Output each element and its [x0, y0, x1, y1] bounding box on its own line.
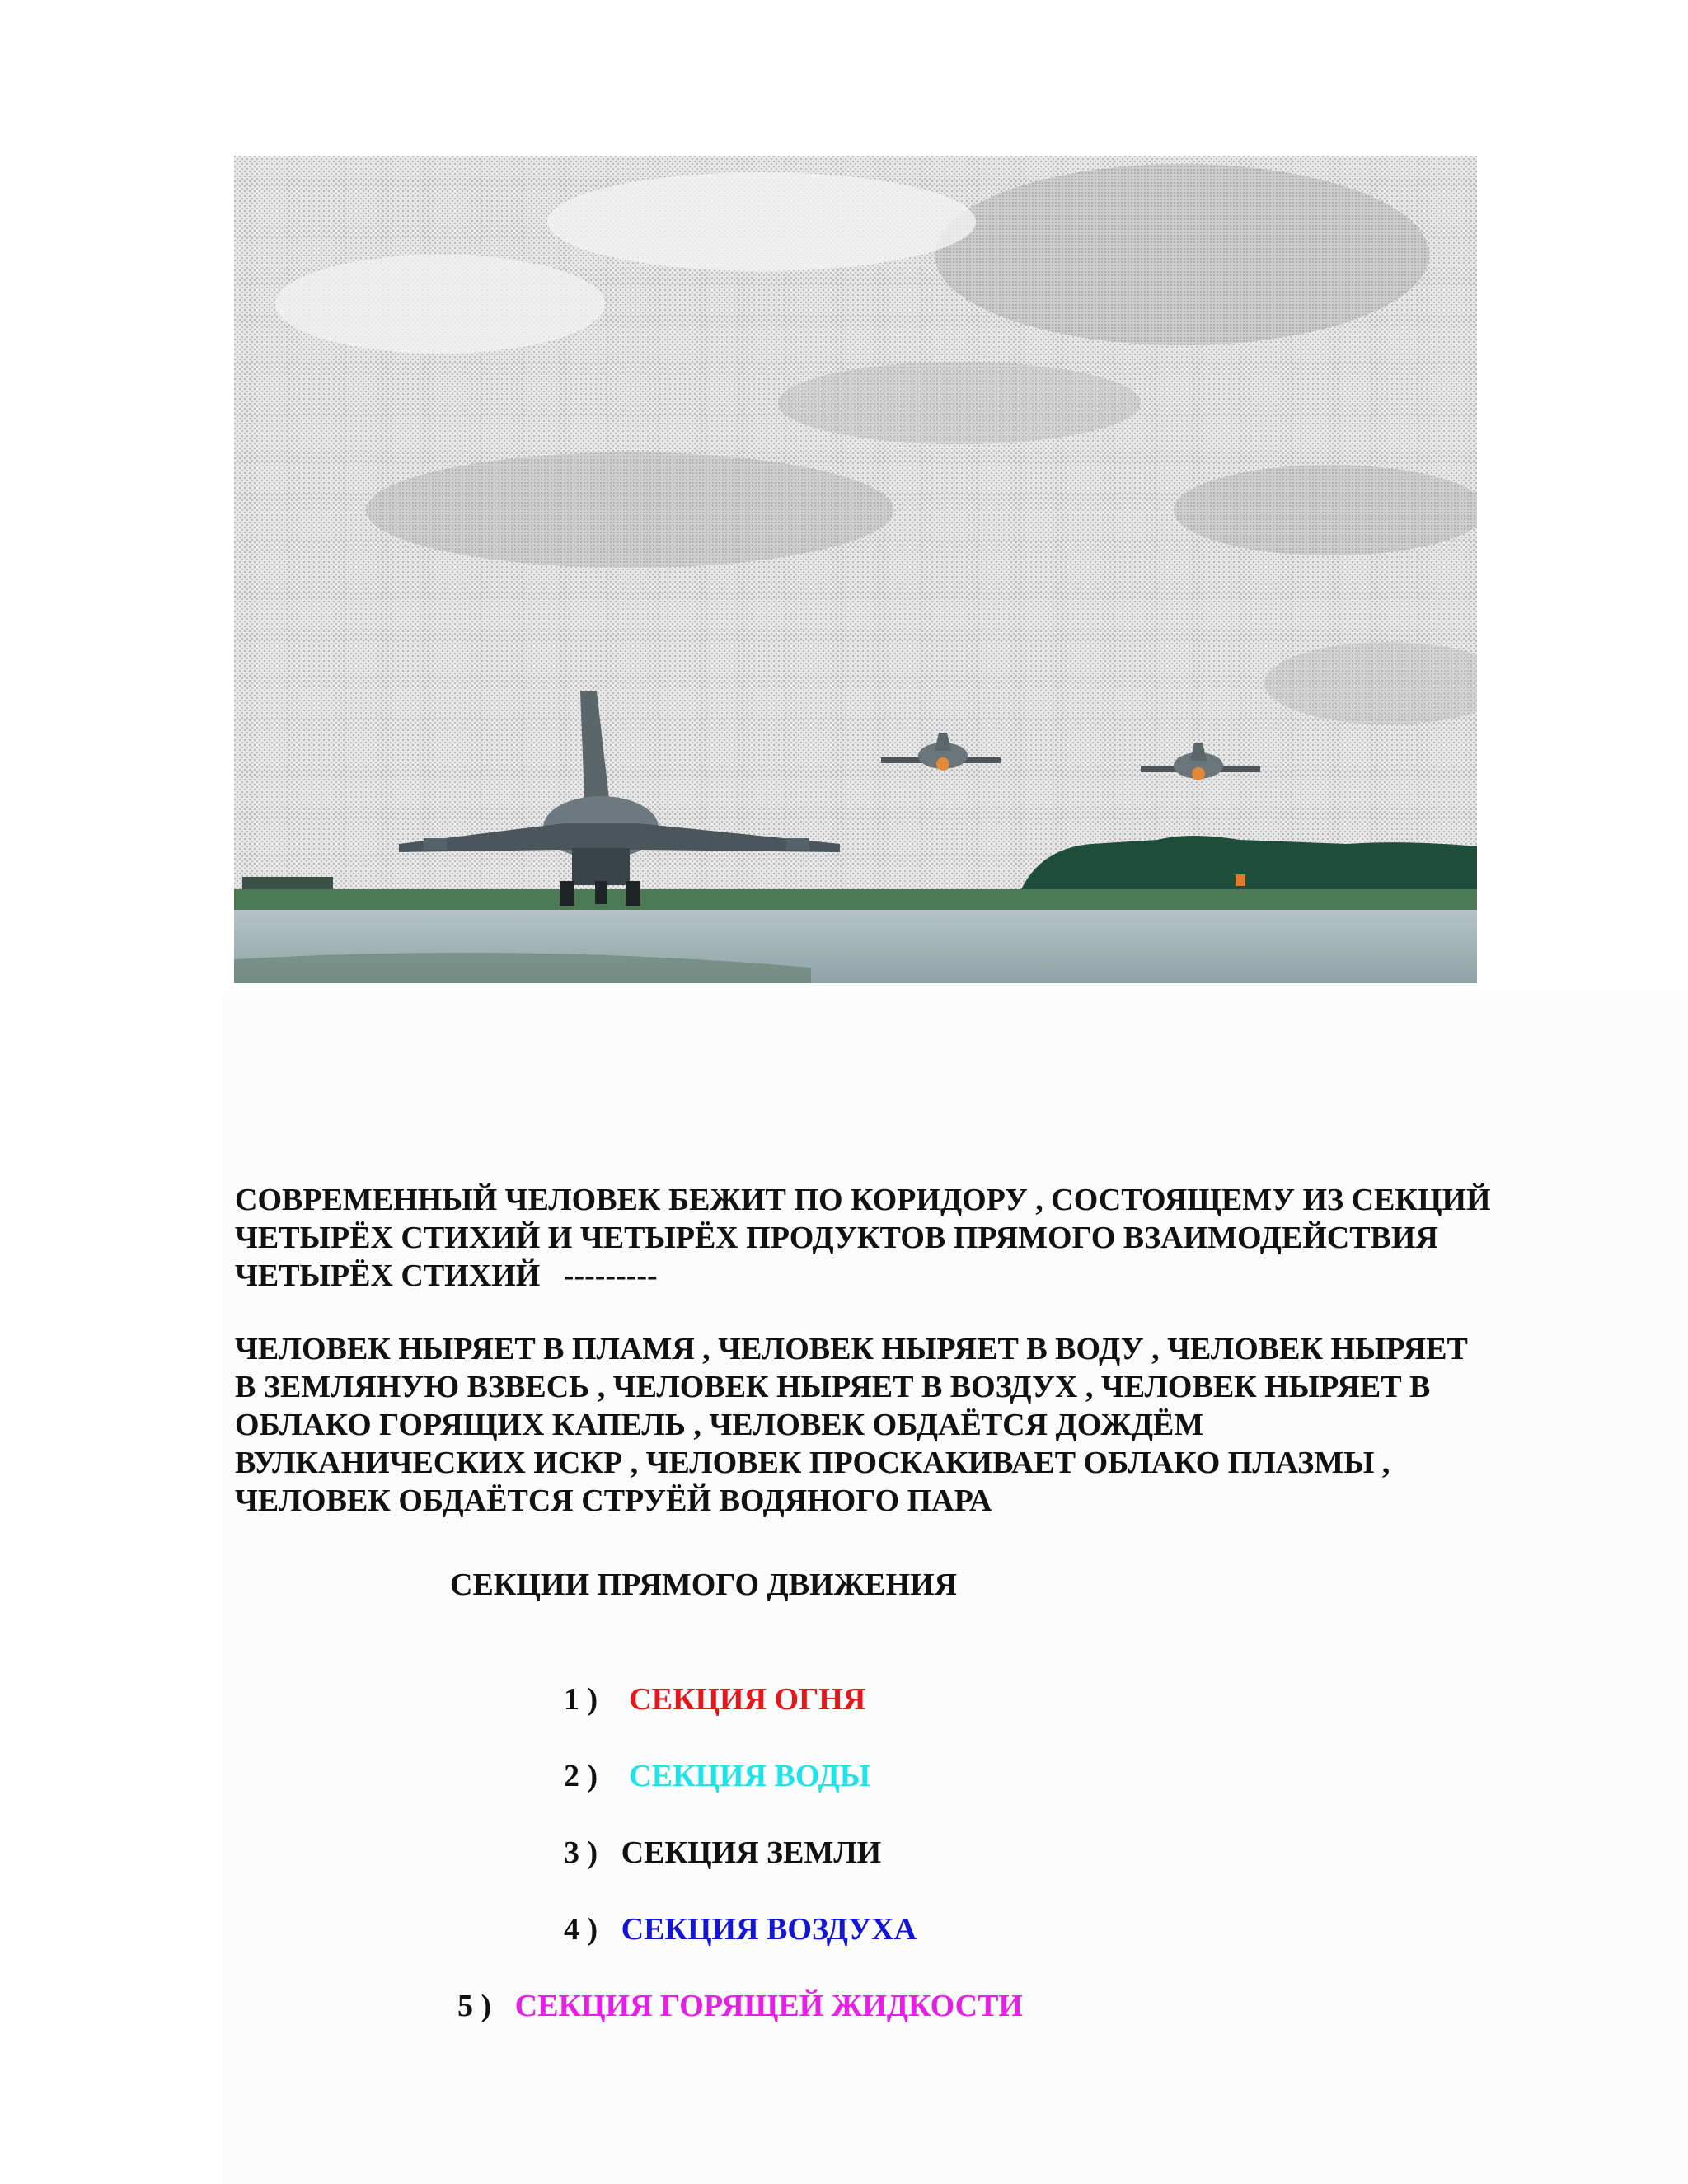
section-number: 5 ) — [457, 1989, 492, 2023]
section-number: 1 ) — [564, 1682, 598, 1717]
section-label: СЕКЦИЯ ЗЕМЛИ — [621, 1835, 882, 1870]
section-label: СЕКЦИЯ ВОЗДУХА — [621, 1912, 917, 1947]
jet-runway-illustration — [234, 156, 1477, 983]
section-number: 2 ) — [564, 1759, 598, 1793]
intro-paragraph — [235, 1181, 1587, 1295]
section-item-1 — [548, 1643, 865, 1718]
section-item-5 — [442, 1949, 1023, 2025]
description-line-3: ОБЛАКО ГОРЯЩИХ КАПЕЛЬ , ЧЕЛОВЕК ОБДАЁТСЯ ДОЖДЁМ — [235, 1408, 1204, 1442]
intro-line-2: ЧЕТЫРЁХ СТИХИЙ И ЧЕТЫРЁХ ПРОДУКТОВ ПРЯМОГО ВЗАИМОДЕЙСТВИЯ — [235, 1221, 1438, 1255]
description-line-4: ВУЛКАНИЧЕСКИХ ИСКР , ЧЕЛОВЕК ПРОСКАКИВАЕТ ОБЛАКО ПЛАЗМЫ , — [235, 1446, 1390, 1480]
section-number: 3 ) — [564, 1835, 598, 1870]
description-line-5: ЧЕЛОВЕК ОБДАЁТСЯ СТРУЁЙ ВОДЯНОГО ПАРА — [235, 1483, 992, 1518]
intro-line-1: СОВРЕМЕННЫЙ ЧЕЛОВЕК БЕЖИТ ПО КОРИДОРУ , СОСТОЯЩЕМУ ИЗ СЕКЦИЙ — [235, 1183, 1491, 1217]
section-item-2 — [548, 1719, 870, 1795]
section-item-3 — [548, 1796, 881, 1872]
description-paragraph — [235, 1330, 1587, 1520]
section-number: 4 ) — [564, 1912, 598, 1947]
section-label: СЕКЦИЯ ОГНЯ — [629, 1682, 866, 1717]
jet-runway-photo — [234, 156, 1477, 983]
description-line-2: В ЗЕМЛЯНУЮ ВЗВЕСЬ , ЧЕЛОВЕК НЫРЯЕТ В ВОЗДУХ , ЧЕЛОВЕК НЫРЯЕТ В — [235, 1370, 1431, 1404]
section-item-4 — [548, 1872, 917, 1948]
description-line-1: ЧЕЛОВЕК НЫРЯЕТ В ПЛАМЯ , ЧЕЛОВЕК НЫРЯЕТ В ВОДУ , ЧЕЛОВЕК НЫРЯЕТ — [235, 1332, 1468, 1366]
section-label: СЕКЦИЯ ГОРЯЩЕЙ ЖИДКОСТИ — [514, 1989, 1023, 2023]
intro-line-3: ЧЕТЫРЁХ СТИХИЙ --------- — [235, 1258, 658, 1293]
sections-heading: СЕКЦИИ ПРЯМОГО ДВИЖЕНИЯ — [450, 1568, 958, 1602]
section-label: СЕКЦИЯ ВОДЫ — [629, 1759, 871, 1793]
